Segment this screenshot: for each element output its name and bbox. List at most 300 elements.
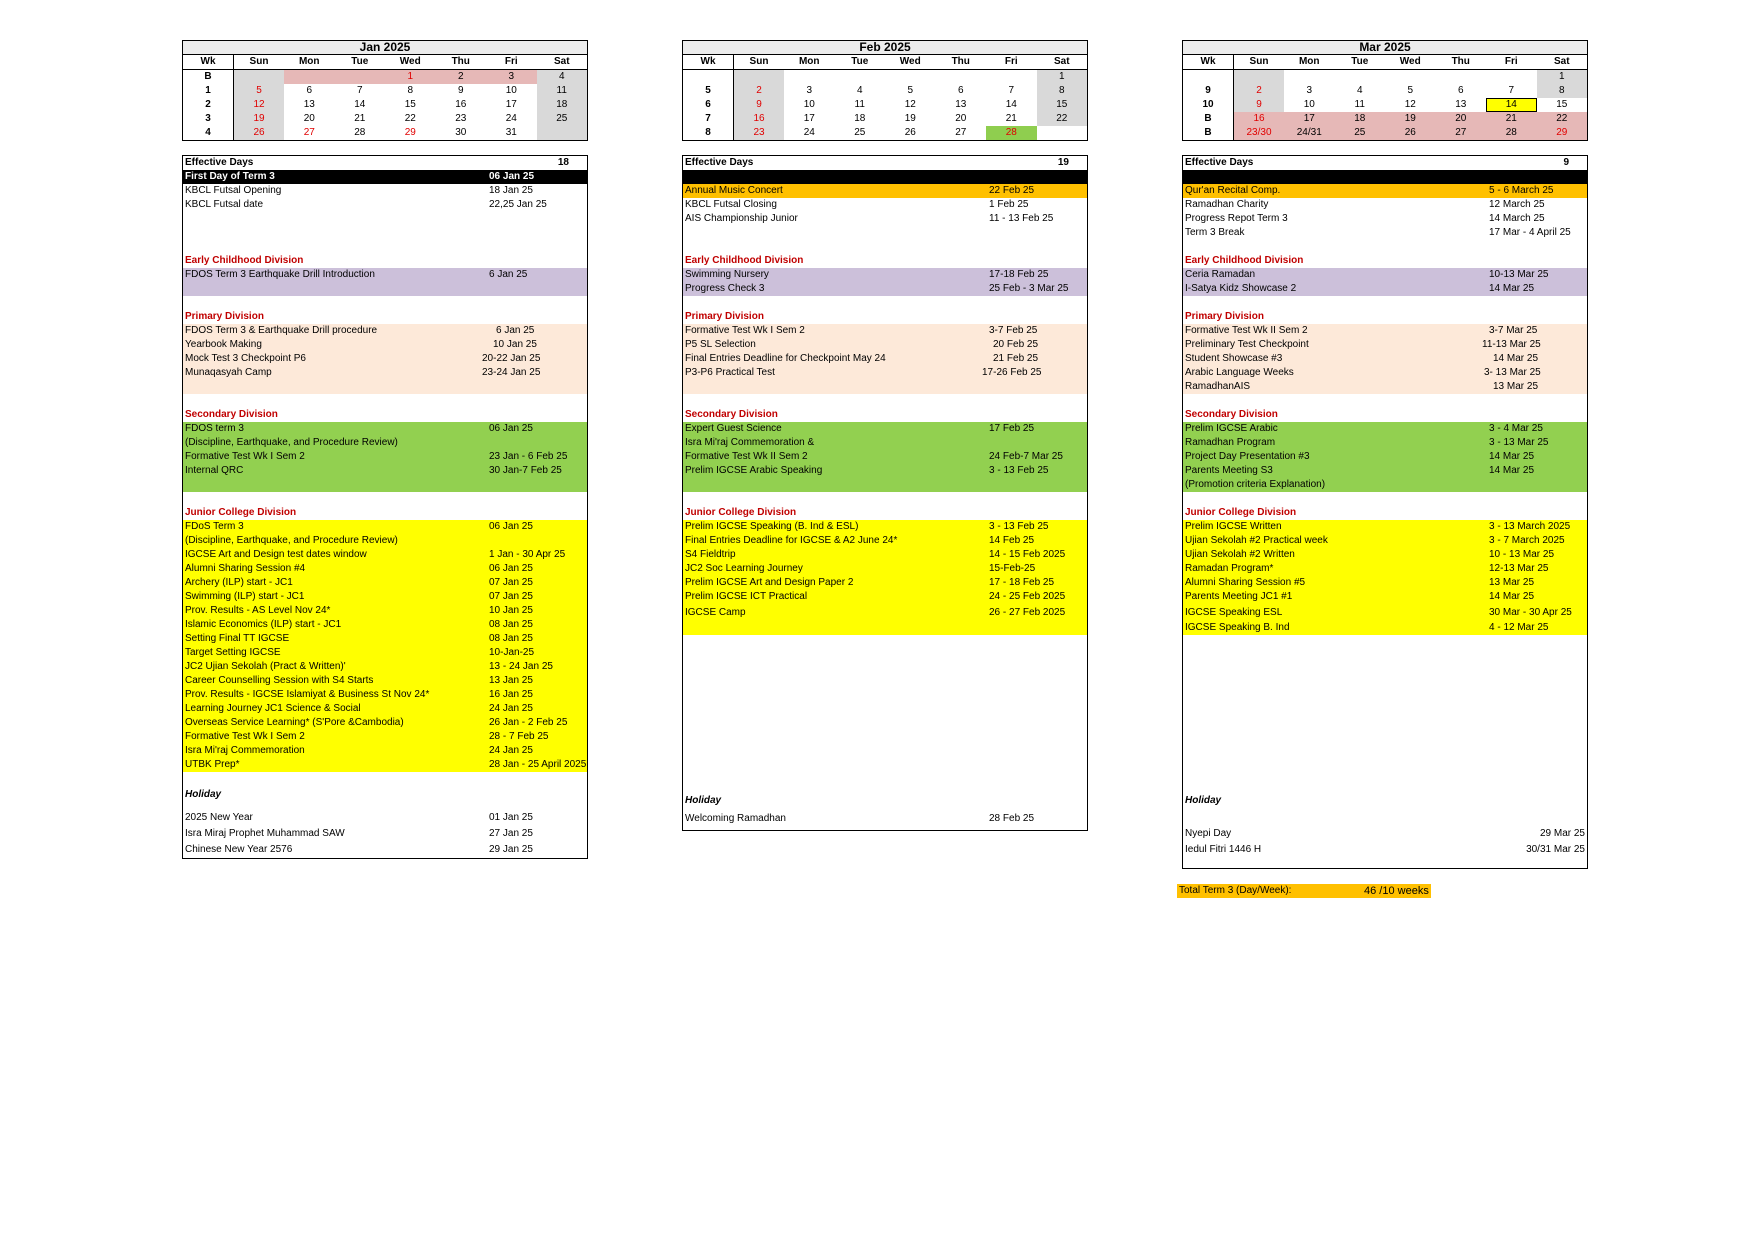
- weekday-label: Sun: [734, 55, 785, 70]
- event-name: (Discipline, Earthquake, and Procedure Review): [185, 437, 398, 448]
- day-cell: 12: [234, 98, 285, 112]
- day-cell: 25: [537, 112, 588, 126]
- weekday-label: Sat: [537, 55, 588, 70]
- day-cell: 19: [904, 113, 916, 124]
- event-date: 06 Jan 25: [489, 521, 533, 532]
- event-row: [183, 338, 587, 352]
- event-row: [683, 621, 1087, 635]
- event-row: [683, 282, 1087, 296]
- event-date: 28 - 7 Feb 25: [489, 731, 549, 742]
- event-date: 18 Jan 25: [489, 185, 533, 196]
- day-cell: 27: [1436, 126, 1487, 140]
- event-date: 10-13 Mar 25: [1489, 269, 1549, 280]
- event-row: [183, 436, 587, 450]
- day-cell: 4: [1356, 85, 1363, 96]
- event-date: 24 Jan 25: [489, 745, 533, 756]
- day-cell: 18: [854, 113, 866, 124]
- event-date: 28 Jan - 25 April 2025: [489, 759, 587, 770]
- event-row: [683, 576, 1087, 590]
- day-cell: 23/30: [1234, 126, 1285, 140]
- weekday-header-row: [183, 55, 587, 70]
- day-cell: 7: [1008, 85, 1015, 96]
- weekday-label: Wk: [183, 55, 234, 70]
- event-row: [183, 324, 587, 338]
- day-cell: [1234, 70, 1285, 85]
- event-row: [183, 688, 587, 702]
- week-row: [183, 126, 587, 140]
- event-row: [683, 562, 1087, 576]
- event-date: 4 - 12 Mar 25: [1489, 622, 1549, 633]
- event-row: [683, 366, 1087, 380]
- weekday-label: Fri: [986, 55, 1037, 70]
- event-row: [683, 604, 1087, 621]
- day-cell: 6: [306, 85, 313, 96]
- event-name: FDOS Term 3 & Earthquake Drill procedure: [185, 325, 378, 336]
- section-heading-holiday: Holiday: [1185, 795, 1222, 806]
- event-date: 14 Mar 25: [1493, 353, 1539, 364]
- day-cell: 5: [234, 84, 285, 98]
- event-row: [683, 422, 1087, 436]
- day-cell: 16: [1234, 112, 1285, 126]
- weekday-header-row: [683, 55, 1087, 70]
- week-number: [1183, 70, 1234, 85]
- day-cell: 10: [803, 99, 815, 110]
- event-date: 30 Mar - 30 Apr 25: [1489, 607, 1572, 618]
- week-number: 3: [183, 112, 234, 126]
- event-row: [683, 198, 1087, 212]
- month-table: [183, 55, 587, 140]
- event-row: [183, 366, 587, 380]
- day-cell: 20: [303, 113, 315, 124]
- day-cell: [284, 70, 335, 85]
- event-row: [183, 352, 587, 366]
- week-row: [1183, 126, 1587, 140]
- week-number: 6: [683, 98, 734, 112]
- weekday-label: Sat: [1037, 55, 1088, 70]
- day-cell: 24: [803, 127, 815, 138]
- section-heading-secondary: Secondary Division: [185, 409, 278, 420]
- weekday-label: Wed: [1385, 55, 1436, 70]
- event-date: 24 Feb-7 Mar 25: [989, 451, 1063, 462]
- day-cell: 2: [436, 70, 487, 85]
- events-list-feb: [682, 155, 1088, 831]
- day-cell: 24/31: [1284, 126, 1335, 140]
- day-cell: 5: [907, 85, 914, 96]
- event-name: Internal QRC: [185, 465, 244, 476]
- event-row: [183, 184, 587, 198]
- day-cell: 16: [734, 112, 785, 126]
- day-cell: 17: [1284, 112, 1335, 126]
- event-name: P5 SL Selection: [685, 339, 756, 350]
- event-date: 14 - 15 Feb 2025: [989, 549, 1066, 560]
- event-name: Progress Repot Term 3: [1185, 213, 1288, 224]
- day-cell: 29: [404, 127, 416, 138]
- day-cell: 12: [1404, 99, 1416, 110]
- event-name: First Day of Term 3: [185, 171, 275, 182]
- weekday-label: Wk: [1183, 55, 1234, 70]
- event-name: Swimming Nursery: [685, 269, 769, 280]
- event-date: 28 Feb 25: [989, 813, 1035, 824]
- event-row: [1183, 282, 1587, 296]
- weekday-label: Mon: [1284, 55, 1335, 70]
- event-date: 3-7 Feb 25: [989, 325, 1038, 336]
- event-name: RamadhanAIS: [1185, 381, 1251, 392]
- week-number: 8: [683, 126, 734, 140]
- event-name: Ramadan Program*: [1185, 563, 1274, 574]
- event-row: [183, 170, 587, 184]
- event-name: Yearbook Making: [185, 339, 262, 350]
- month-table: [683, 55, 1087, 140]
- event-date: 13 Mar 25: [1493, 381, 1539, 392]
- weekday-label: Tue: [835, 55, 886, 70]
- event-name: Ramadhan Charity: [1185, 199, 1269, 210]
- week-row: [683, 84, 1087, 98]
- effective-days-value: 18: [557, 157, 569, 168]
- events-list-mar: [1182, 155, 1588, 869]
- day-cell: 27: [955, 127, 967, 138]
- event-name: Prelim IGCSE Art and Design Paper 2: [685, 577, 854, 588]
- event-date: 3- 13 Mar 25: [1484, 367, 1541, 378]
- section-heading-holiday: Holiday: [685, 795, 722, 806]
- event-row: [1183, 562, 1587, 576]
- event-name: Learning Journey JC1 Science & Social: [185, 703, 361, 714]
- day-cell: [835, 70, 886, 85]
- weekday-label: Tue: [335, 55, 386, 70]
- day-cell: 13: [955, 99, 967, 110]
- event-date: 29 Mar 25: [1539, 828, 1585, 839]
- event-name: Ceria Ramadan: [1185, 269, 1256, 280]
- junior-college-events: [683, 520, 1087, 635]
- day-cell: 31: [505, 127, 517, 138]
- week-row: [683, 126, 1087, 140]
- week-number: B: [1183, 112, 1234, 126]
- event-row: [183, 660, 587, 674]
- event-date: 29 Jan 25: [489, 844, 533, 855]
- junior-college-events: [183, 520, 587, 772]
- event-row: [183, 632, 587, 646]
- event-name: Alumni Sharing Session #4: [185, 563, 306, 574]
- day-cell: 5: [1407, 85, 1414, 96]
- day-cell: 10: [1303, 99, 1315, 110]
- section-heading-junior-college: Junior College Division: [185, 507, 297, 518]
- day-cell: 8: [407, 85, 414, 96]
- event-name: Parents Meeting JC1 #1: [1185, 591, 1293, 602]
- effective-days-label: Effective Days: [185, 157, 254, 168]
- event-row: [183, 464, 587, 478]
- event-date: 14 March 25: [1489, 213, 1545, 224]
- week-row: [1183, 98, 1587, 112]
- event-name: Formative Test Wk I Sem 2: [685, 325, 805, 336]
- event-name: Isra Miraj Prophet Muhammad SAW: [185, 828, 345, 839]
- event-date: 5 - 6 March 25: [1489, 185, 1554, 196]
- event-row: [1183, 324, 1587, 338]
- day-cell: 14: [1005, 99, 1017, 110]
- calendar-mar: [1182, 40, 1590, 869]
- day-cell: 22: [1037, 112, 1088, 126]
- early-childhood-events: [683, 268, 1087, 296]
- event-name: IGCSE Speaking ESL: [1185, 607, 1283, 618]
- holiday-row: [683, 811, 1087, 827]
- event-date: 13 Jan 25: [489, 675, 533, 686]
- event-row: [683, 478, 1087, 492]
- month-grid-mar: [1182, 40, 1588, 141]
- day-cell: 6: [957, 85, 964, 96]
- event-name: Alumni Sharing Session #5: [1185, 577, 1306, 588]
- event-name: KBCL Futsal Opening: [185, 185, 282, 196]
- event-name: Project Day Presentation #3: [1185, 451, 1310, 462]
- day-cell: 15: [1037, 98, 1088, 112]
- event-name: Final Entries Deadline for IGCSE & A2 June 24*: [685, 535, 898, 546]
- event-date: 6 Jan 25: [496, 325, 535, 336]
- weekday-label: Fri: [1486, 55, 1537, 70]
- day-cell: 26: [1385, 126, 1436, 140]
- event-name: Welcoming Ramadhan: [685, 813, 786, 824]
- day-cell: [986, 70, 1037, 85]
- event-date: 14 Mar 25: [1489, 283, 1535, 294]
- day-cell: [734, 70, 785, 85]
- event-name: P3-P6 Practical Test: [685, 367, 775, 378]
- event-date: 30 Jan-7 Feb 25: [489, 465, 562, 476]
- day-cell: 25: [854, 127, 866, 138]
- month-table: [1183, 55, 1587, 140]
- day-cell: 1: [1037, 70, 1088, 85]
- holiday-row: [183, 810, 587, 826]
- day-cell: 2: [734, 84, 785, 98]
- day-cell: [1284, 70, 1335, 85]
- event-row: [1183, 520, 1587, 534]
- event-row: [183, 702, 587, 716]
- event-date: 3 - 13 Feb 25: [989, 521, 1049, 532]
- total-value: 46 /10 weeks: [1364, 885, 1429, 897]
- section-heading-primary: Primary Division: [185, 311, 264, 322]
- secondary-events: [183, 422, 587, 492]
- day-cell: 1: [1537, 70, 1588, 85]
- event-date: 23-24 Jan 25: [482, 367, 541, 378]
- early-childhood-events: [1183, 268, 1587, 296]
- day-cell: 29: [1537, 126, 1588, 140]
- event-row: [683, 520, 1087, 534]
- event-row: [1183, 352, 1587, 366]
- event-row: [1183, 464, 1587, 478]
- section-heading-primary: Primary Division: [1185, 311, 1264, 322]
- day-cell: 9: [457, 85, 464, 96]
- event-row: [1183, 478, 1587, 492]
- holiday-row: [183, 826, 587, 842]
- section-heading-early-childhood: Early Childhood Division: [185, 255, 304, 266]
- day-cell: 21: [1486, 112, 1537, 126]
- event-date: 10 Jan 25: [489, 605, 533, 616]
- events-list-jan: [182, 155, 588, 859]
- event-name: JC2 Ujian Sekolah (Pract & Written)': [185, 661, 346, 672]
- weekday-label: Wed: [885, 55, 936, 70]
- event-row: [183, 604, 587, 618]
- event-date: 15-Feb-25: [989, 563, 1036, 574]
- event-date: 14 Mar 25: [1489, 591, 1535, 602]
- day-cell: [936, 70, 987, 85]
- event-date: 24 Jan 25: [489, 703, 533, 714]
- day-cell: 9: [734, 98, 785, 112]
- event-row: [183, 674, 587, 688]
- event-row: [1183, 604, 1587, 621]
- week-row: [183, 84, 587, 98]
- section-heading-secondary: Secondary Division: [685, 409, 778, 420]
- event-row: [183, 534, 587, 548]
- event-name: Munaqasyah Camp: [185, 367, 272, 378]
- day-cell: 21: [1005, 113, 1017, 124]
- day-cell: 20: [955, 113, 967, 124]
- weekday-label: Sat: [1537, 55, 1588, 70]
- day-cell: 3: [486, 70, 537, 85]
- day-cell: 16: [455, 99, 467, 110]
- event-name: Isra Mi'raj Commemoration: [185, 745, 305, 756]
- calendar-jan: [182, 40, 590, 859]
- day-cell: 22: [404, 113, 416, 124]
- event-date: 13 - 24 Jan 25: [489, 661, 553, 672]
- week-number: [683, 70, 734, 85]
- day-cell: 21: [354, 113, 366, 124]
- event-row: [183, 282, 587, 296]
- day-cell: 24: [505, 113, 517, 124]
- event-date: 3 - 13 March 2025: [1489, 521, 1571, 532]
- event-row: [1183, 576, 1587, 590]
- month-grid-feb: [682, 40, 1088, 141]
- event-name: Overseas Service Learning* (S'Pore &Cambodia): [185, 717, 404, 728]
- event-name: Prov. Results - AS Level Nov 24*: [185, 605, 331, 616]
- event-name: Term 3 Break: [1185, 227, 1245, 238]
- event-row: [683, 436, 1087, 450]
- week-number: 9: [1183, 84, 1234, 98]
- month-title: Jan 2025: [183, 41, 587, 55]
- day-cell: 18: [537, 98, 588, 112]
- day-cell: [1486, 70, 1537, 85]
- day-cell: [537, 126, 588, 140]
- event-name: UTBK Prep*: [185, 759, 240, 770]
- event-name: KBCL Futsal date: [185, 199, 264, 210]
- effective-days-value: 9: [1563, 157, 1569, 168]
- month-grid-jan: [182, 40, 588, 141]
- event-row: [1183, 226, 1587, 240]
- event-date: 1 Feb 25: [989, 199, 1029, 210]
- event-name: Prelim IGCSE Speaking (B. Ind & ESL): [685, 521, 859, 532]
- event-row: [183, 744, 587, 758]
- day-cell: [335, 70, 386, 85]
- event-row: [683, 184, 1087, 198]
- week-number: 1: [183, 84, 234, 98]
- event-date: 06 Jan 25: [489, 423, 533, 434]
- event-date: 24 - 25 Feb 2025: [989, 591, 1066, 602]
- event-row: [183, 730, 587, 744]
- weekday-label: Thu: [1436, 55, 1487, 70]
- event-date: 11-13 Mar 25: [1482, 339, 1541, 350]
- event-name: Preliminary Test Checkpoint: [1185, 339, 1309, 350]
- section-heading-holiday: Holiday: [185, 789, 222, 800]
- section-heading-primary: Primary Division: [685, 311, 764, 322]
- event-name: Prov. Results - IGCSE Islamiyat & Business St Nov 24*: [185, 689, 430, 700]
- event-date: 6 Jan 25: [489, 269, 528, 280]
- event-row: [183, 450, 587, 464]
- event-date: 26 Jan - 2 Feb 25: [489, 717, 568, 728]
- total-term-summary: [1177, 884, 1431, 898]
- weekday-label: Sun: [1234, 55, 1285, 70]
- event-date: 27 Jan 25: [489, 828, 533, 839]
- week-row: [1183, 84, 1587, 98]
- day-cell: [1436, 70, 1487, 85]
- event-name: KBCL Futsal Closing: [685, 199, 777, 210]
- week-number: B: [183, 70, 234, 85]
- event-row: [183, 548, 587, 562]
- event-row: [183, 198, 587, 212]
- calendar-feb: [682, 40, 1090, 831]
- event-row: [683, 212, 1087, 226]
- event-row: [683, 380, 1087, 394]
- holiday-row: [1183, 842, 1587, 858]
- section-heading-secondary: Secondary Division: [1185, 409, 1278, 420]
- week-row: [683, 70, 1087, 85]
- event-date: 06 Jan 25: [489, 563, 533, 574]
- event-date: 17 Mar - 4 April 25: [1489, 227, 1571, 238]
- weekday-label: Thu: [436, 55, 487, 70]
- event-row: [683, 590, 1087, 604]
- event-row: [1183, 184, 1587, 198]
- day-cell: 15: [404, 99, 416, 110]
- day-cell: 25: [1335, 126, 1386, 140]
- effective-days-row: [1183, 156, 1587, 170]
- day-cell: 27: [303, 127, 315, 138]
- weekday-header-row: [1183, 55, 1587, 70]
- day-cell: 8: [1537, 84, 1588, 98]
- day-cell: [885, 70, 936, 85]
- event-name: FDOS term 3: [185, 423, 244, 434]
- event-date: 26 - 27 Feb 2025: [989, 607, 1066, 618]
- event-name: JC2 Soc Learning Journey: [685, 563, 803, 574]
- event-name: Annual Music Concert: [685, 185, 783, 196]
- day-cell: 26: [904, 127, 916, 138]
- event-name: Prelim IGCSE Arabic: [1185, 423, 1278, 434]
- week-number: 7: [683, 112, 734, 126]
- event-date: 13 Mar 25: [1489, 577, 1535, 588]
- event-row: [1183, 534, 1587, 548]
- event-row: [183, 520, 587, 534]
- day-cell: 26: [234, 126, 285, 140]
- week-row: [183, 98, 587, 112]
- day-cell: 10: [505, 85, 517, 96]
- event-date: 21 Feb 25: [993, 353, 1039, 364]
- holiday-row: [183, 842, 587, 858]
- event-row: [683, 268, 1087, 282]
- event-date: 23 Jan - 6 Feb 25: [489, 451, 568, 462]
- day-cell: 30: [455, 127, 467, 138]
- total-label: Total Term 3 (Day/Week):: [1179, 885, 1292, 896]
- event-name: Ramadhan Program: [1185, 437, 1276, 448]
- week-row: [683, 98, 1087, 112]
- section-heading-early-childhood: Early Childhood Division: [685, 255, 804, 266]
- event-date: 3 - 13 Feb 25: [989, 465, 1049, 476]
- event-date: 17 - 18 Feb 25: [989, 577, 1055, 588]
- event-name: Prelim IGCSE Written: [1185, 521, 1282, 532]
- day-cell: 19: [1385, 112, 1436, 126]
- event-row: [183, 562, 587, 576]
- event-row: [683, 352, 1087, 366]
- event-row: [1183, 268, 1587, 282]
- event-name: I-Satya Kidz Showcase 2: [1185, 283, 1297, 294]
- effective-days-row: [683, 156, 1087, 170]
- event-row: [183, 618, 587, 632]
- event-row: [683, 464, 1087, 478]
- effective-days-label: Effective Days: [685, 157, 754, 168]
- holiday-row: [1183, 826, 1587, 842]
- effective-days-row: [183, 156, 587, 170]
- day-cell: 11: [537, 84, 588, 98]
